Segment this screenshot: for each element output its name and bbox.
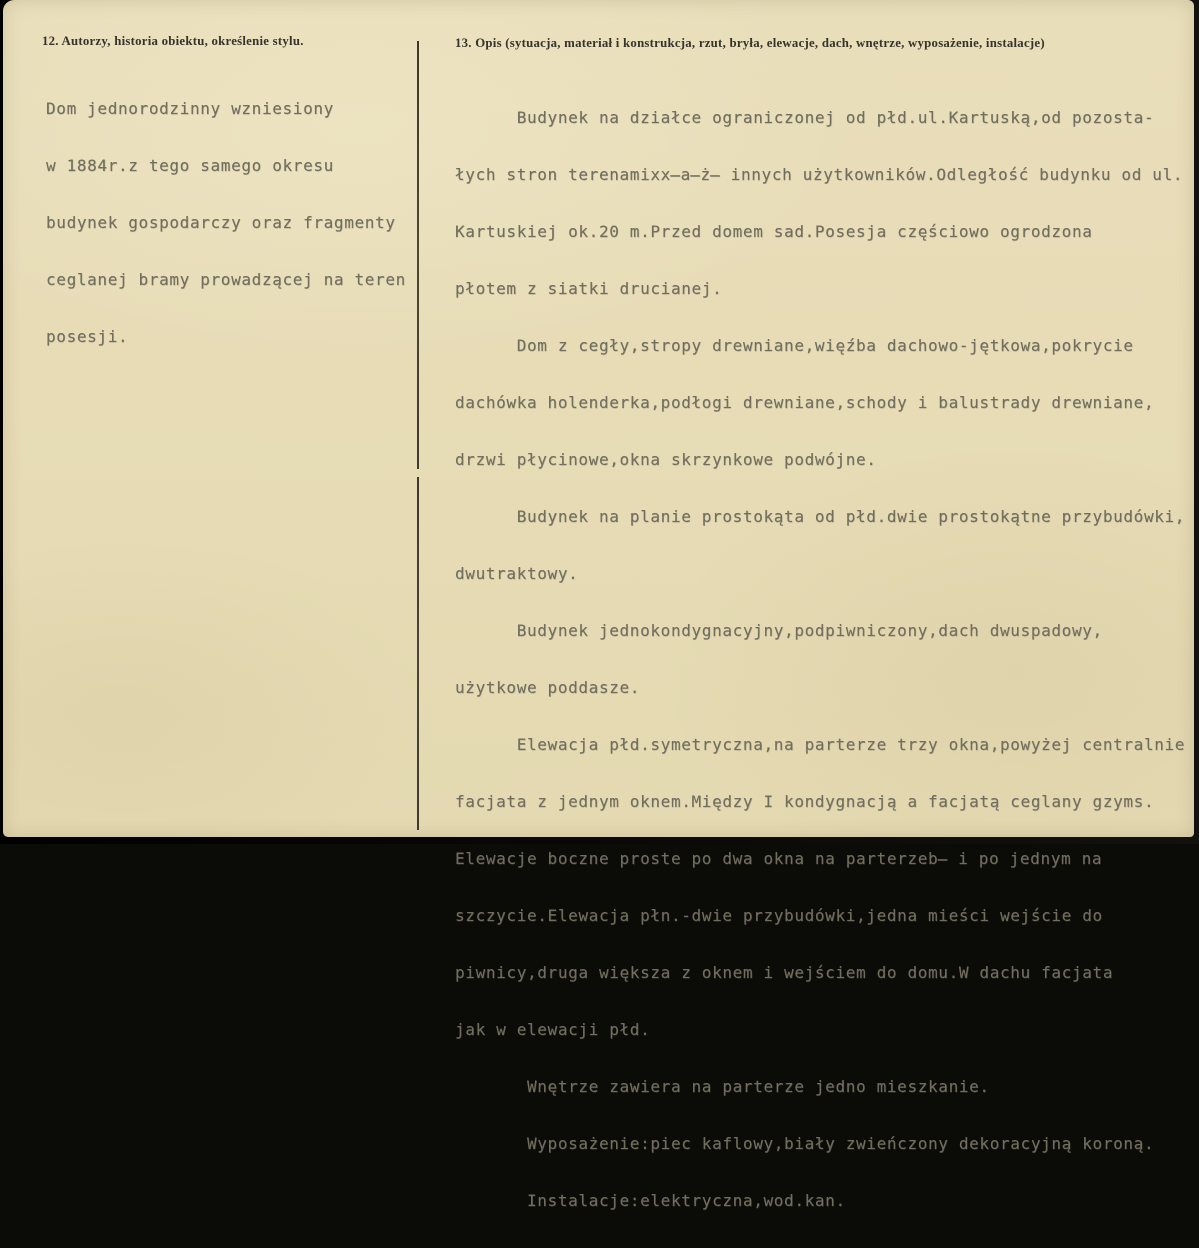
typed-line: Elewacje boczne proste po dwa okna na parterzeb̶ i po jednym na [455, 849, 1103, 868]
typed-line: piwnicy,druga większa z oknem i wejściem do domu.W dachu facjata [455, 963, 1114, 982]
typed-line: jak w elewacji płd. [455, 1020, 651, 1039]
typed-line: drzwi płycinowe,okna skrzynkowe podwójne. [455, 450, 877, 469]
column-divider-upper [417, 41, 419, 469]
typed-line: Budynek na planie prostokąta od płd.dwie prostokątne przybudówki, [455, 507, 1186, 526]
typed-line: Dom jednorodzinny wzniesiony [46, 99, 334, 118]
typed-line: użytkowe poddasze. [455, 678, 641, 697]
section-13-typed-text [455, 70, 1185, 1248]
typed-line: Kartuskiej ok.20 m.Przed domem sad.Posesja częściowo ogrodzona [455, 222, 1093, 241]
document-page [3, 0, 1194, 1210]
typed-line: dwutraktowy. [455, 564, 579, 583]
section-12-typed-text [46, 61, 406, 384]
typed-line: Wnętrze zawiera na parterze jedno mieszkanie. [455, 1077, 990, 1096]
typed-line: budynek gospodarczy oraz fragmenty [46, 213, 396, 232]
typed-line: posesji. [46, 327, 129, 346]
typed-line: Elewacja płd.symetryczna,na parterze trzy okna,powyżej centralnie [455, 735, 1186, 754]
typed-line: w 1884r.z tego samego okresu [46, 156, 334, 175]
section-13-heading: 13. Opis (sytuacja, materiał i konstrukcja, rzut, bryła, elewacje, dach, wnętrze, wyposażenie, instalacje) [455, 36, 1045, 50]
typed-line: facjata z jednym oknem.Między I kondygnacją a facjatą ceglany gzyms. [455, 792, 1155, 811]
typed-line: szczycie.Elewacja płn.-dwie przybudówki,jedna mieści wejście do [455, 906, 1103, 925]
typed-line: Budynek jednokondygnacyjny,podpiwniczony,dach dwuspadowy, [455, 621, 1103, 640]
typed-line: Wyposażenie:piec kaflowy,biały zwieńczony dekoracyjną koroną. [455, 1134, 1155, 1153]
typed-line: Budynek na działce ograniczonej od płd.ul.Kartuską,od pozosta- [455, 108, 1155, 127]
typed-line: dachówka holenderka,podłogi drewniane,schody i balustrady drewniane, [455, 393, 1155, 412]
typed-line: Instalacje:elektryczna,wod.kan. [455, 1191, 846, 1210]
column-divider-lower [417, 477, 419, 830]
typed-line: łych stron terenamixx̶a̶ż̶ innych użytkowników.Odległość budynku od ul. [455, 165, 1184, 184]
typed-line: Dom z cegły,stropy drewniane,więźba dachowo-jętkowa,pokrycie [455, 336, 1134, 355]
section-12-heading: 12. Autorzy, historia obiektu, określenie stylu. [42, 34, 304, 48]
typed-line: płotem z siatki drucianej. [455, 279, 723, 298]
typed-line: ceglanej bramy prowadzącej na teren [46, 270, 406, 289]
